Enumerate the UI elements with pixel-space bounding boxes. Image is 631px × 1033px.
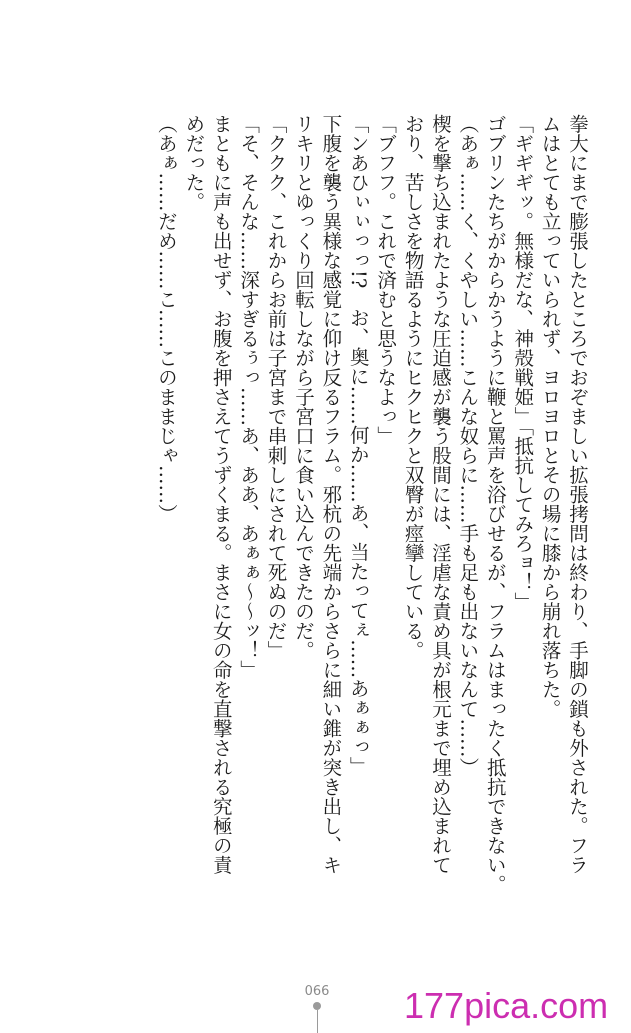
watermark-text: 177pica.com	[404, 985, 609, 1026]
marker-dot	[313, 1002, 321, 1010]
text-line: 下腹を襲う異様な感覚に仰け反るフラム。邪杭の先端からさらに細い錐が突き出し、キ	[319, 114, 343, 875]
text-line: 拳大にまで膨張したところでおぞましい拡張拷問は終わり、手脚の鎖も外された。フラ	[566, 114, 589, 875]
page-marker-icon	[312, 1000, 322, 1033]
text-line: ゴブリンたちがからかうように鞭と罵声を浴びせるが、フラムはまったく抵抗できない。	[483, 114, 507, 894]
text-line: めだった。	[182, 114, 206, 212]
text-line: 楔を撃ち込まれたような圧迫感が襲う股間には、淫虐な責め具が根元まで埋め込まれて	[428, 114, 452, 875]
text-line: （あぁ……く、くやしい……こんな奴らに……手も足も出ないなんて……）	[456, 114, 480, 777]
text-line: まともに声も出せず、お腹を押さえてうずくまる。まさに女の命を直撃される究極の責	[209, 114, 233, 875]
text-line: 「ブフフ。これで済むと思うなよっ」	[374, 114, 398, 446]
text-line: 「ンあひぃぃっっ!? お、奥に……何か……あ、当たってぇ……あぁぁっ」	[346, 114, 370, 776]
text-line: 「ククク、これからお前は子宮まで串刺しにされて死ぬのだ」	[264, 114, 288, 660]
text-line: ムはとても立っていられず、ヨロヨロとその場に膝から崩れ落ちた。	[538, 114, 562, 719]
text-line: （あぁ……だめ……こ……このままじゃ……）	[154, 114, 178, 524]
body-text	[153, 114, 592, 949]
marker-stem	[317, 1010, 318, 1033]
text-line: リキリとゆっくり回転しながら子宮口に食い込んできたのだ。	[291, 114, 315, 660]
page-number: 066	[304, 984, 330, 999]
text-line: 「ギギギッ。無様だな、神殻戦姫」「抵抗してみろョ！」	[511, 114, 535, 612]
text-line: おり、苦しさを物語るようにヒクヒクと双臀が痙攣している。	[401, 114, 425, 660]
text-line: 「そ、そんな……深すぎるぅっ……あ、ああ、あぁぁ～～ッ！」	[237, 114, 261, 680]
